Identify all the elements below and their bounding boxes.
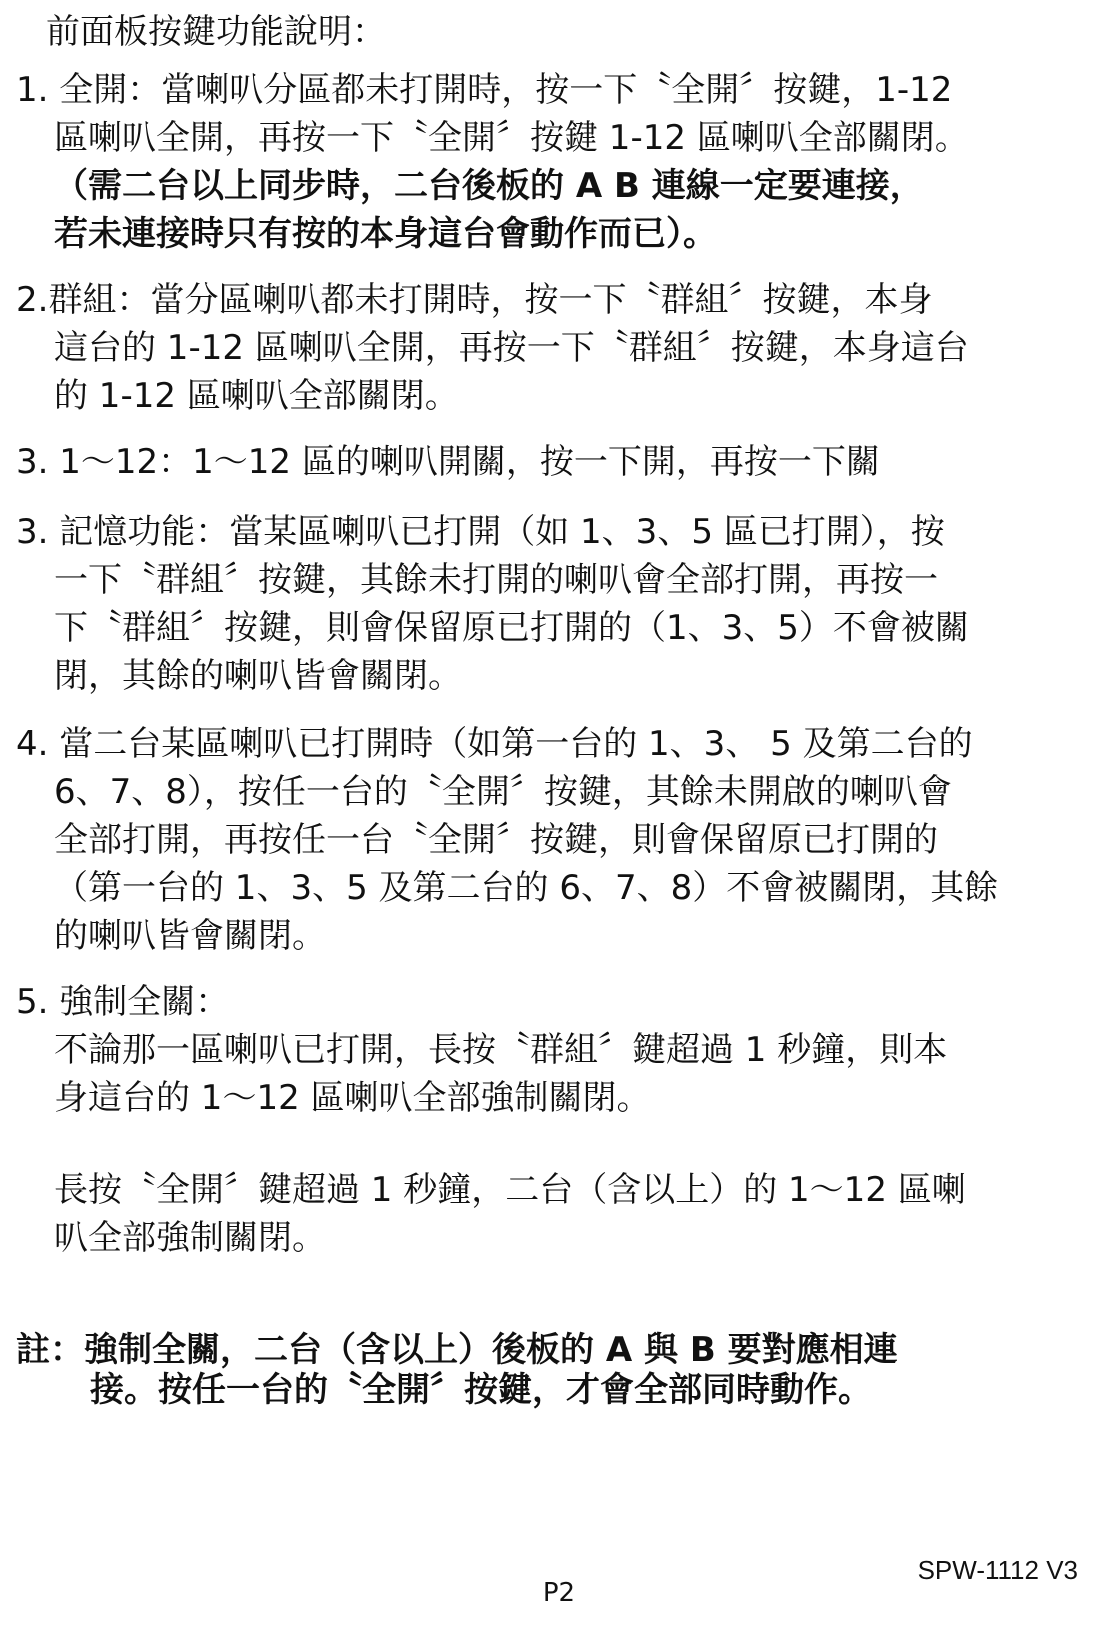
- item-line: 叭全部強制關閉。: [54, 1218, 326, 1258]
- item-line: 一下〝群組〞按鍵，其餘未打開的喇叭會全部打開，再按一: [54, 560, 938, 600]
- item-line: 身這台的 1～12 區喇叭全部強制關閉。: [54, 1078, 651, 1118]
- page-title: 前面板按鍵功能說明：: [46, 12, 386, 52]
- item-line: 區喇叭全開，再按一下〝全開〞按鍵 1-12 區喇叭全部關閉。: [54, 118, 969, 158]
- item-all-on: [16, 66, 1076, 258]
- item-line: 長按〝全開〞鍵超過 1 秒鐘，二台（含以上）的 1～12 區喇: [54, 1170, 966, 1210]
- item-line: 不論那一區喇叭已打開，長按〝群組〞鍵超過 1 秒鐘，則本: [54, 1030, 948, 1070]
- item-line: 全部打開，再按任一台〝全開〞按鍵，則會保留原已打開的: [54, 820, 938, 860]
- item-two-units: [16, 720, 1076, 960]
- item-line: 的 1-12 區喇叭全部關閉。: [54, 376, 459, 416]
- item-zone-switch: [16, 438, 1076, 486]
- item-line: （第一台的 1、3、5 及第二台的 6、7、8）不會被關閉，其餘: [54, 868, 999, 908]
- note-line: 接。按任一台的〝全開〞按鍵，才會全部同時動作。: [90, 1370, 872, 1410]
- item-memory: [16, 508, 1076, 700]
- item-line: 1. 全開：當喇叭分區都未打開時，按一下〝全開〞按鍵，1-12: [16, 70, 953, 110]
- item-line: 5. 強制全關：: [16, 982, 230, 1022]
- item-line: 6、7、8），按任一台的〝全開〞按鍵，其餘未開啟的喇叭會: [54, 772, 952, 812]
- note: [16, 1330, 1076, 1410]
- item-force-off: [16, 978, 1076, 1122]
- item-line: 這台的 1-12 區喇叭全開，再按一下〝群組〞按鍵，本身這台: [54, 328, 969, 368]
- item-bold-line: 若未連接時只有按的本身這台會動作而已）。: [54, 214, 717, 254]
- item-line: 4. 當二台某區喇叭已打開時（如第一台的 1、3、 5 及第二台的: [16, 724, 973, 764]
- item-line: 3. 1～12：1～12 區的喇叭開關，按一下開，再按一下關: [16, 442, 880, 482]
- item-group: [16, 276, 1076, 420]
- model-number: SPW-1112 V3: [917, 1555, 1078, 1585]
- item-force-off-all: [16, 1166, 1076, 1262]
- item-line: 2.群組：當分區喇叭都未打開時，按一下〝群組〞按鍵，本身: [16, 280, 933, 320]
- item-line: 下〝群組〞按鍵，則會保留原已打開的（1、3、5）不會被關: [54, 608, 969, 648]
- item-line: 的喇叭皆會關閉。: [54, 916, 326, 956]
- page-number: P2: [542, 1578, 576, 1608]
- item-line: 3. 記憶功能：當某區喇叭已打開（如 1、3、5 區已打開），按: [16, 512, 945, 552]
- item-line: 閉，其餘的喇叭皆會關閉。: [54, 656, 462, 696]
- item-bold-line: （需二台以上同步時，二台後板的 A B 連線一定要連接，: [54, 166, 924, 206]
- note-line: 註：強制全關，二台（含以上）後板的 A 與 B 要對應相連: [16, 1330, 898, 1370]
